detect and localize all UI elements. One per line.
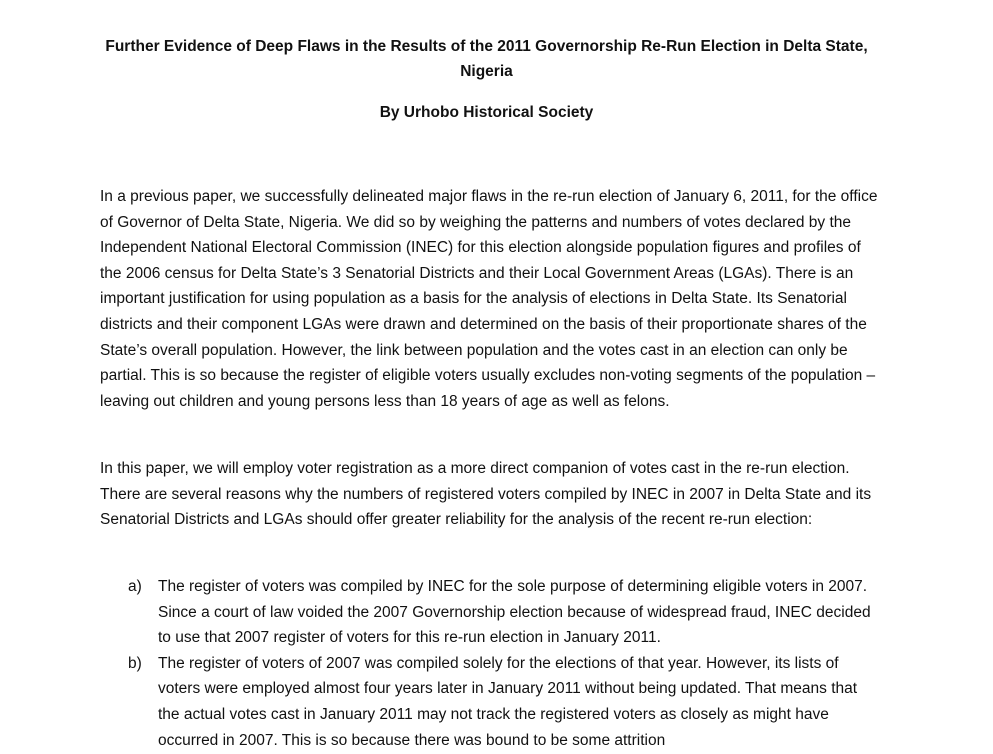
list-item (100, 574, 878, 651)
reasons-list (100, 574, 878, 753)
document-title: Further Evidence of Deep Flaws in the Results of the 2011 Governorship Re-Run Election in Delta State, Nigeria (105, 38, 868, 80)
body-paragraph-2: In this paper, we will employ voter registration as a more direct companion of votes cast in the re-run election. There are several reasons why the numbers of registered voters compiled by INEC in 2007 in Delta State and its Senatorial Districts and LGAs should offer greater reliability for the analysis of the recent re-run election: (100, 460, 872, 529)
body-paragraph-1: In a previous paper, we successfully delineated major flaws in the re-run election of January 6, 2011, for the office of Governor of Delta State, Nigeria. We did so by weighing the patterns and numbers of votes declared by the Independent National Electoral Commission (INEC) for this election alongside population figures and profiles of the 2006 census for Delta State’s 3 Senatorial Districts and their Local Government Areas (LGAs). There is an important justification for using population as a basis for the analysis of elections in Delta State. Its Senatorial districts and their component LGAs were drawn and determined on the basis of their proportionate shares of the State’s overall population. However, the link between population and the votes cast in an election can only be partial. This is so because the register of eligible voters usually excludes non-voting segments of the population – leaving out children and young persons less than 18 years of age as well as felons. (100, 188, 878, 410)
list-item (100, 651, 878, 753)
document-byline: By Urhobo Historical Society (379, 104, 594, 121)
list-marker: a) (128, 578, 142, 595)
list-marker: b) (128, 654, 142, 672)
list-item-text: The register of voters of 2007 was compiled solely for the elections of that year. However, its lists of voters were employed almost four years later in January 2011 without being updated. That means that the actual votes cast in January 2011 may not track the registered voters as closely as might have occurred in 2007. This is so because there was bound to be some attrition (158, 654, 858, 749)
list-item-text: The register of voters was compiled by INEC for the sole purpose of determining eligible voters in 2007. Since a court of law voided the 2007 Governorship election because of widespread fraud, INEC decided to use that 2007 register of voters for this re-run election in January 2011. (158, 578, 871, 647)
